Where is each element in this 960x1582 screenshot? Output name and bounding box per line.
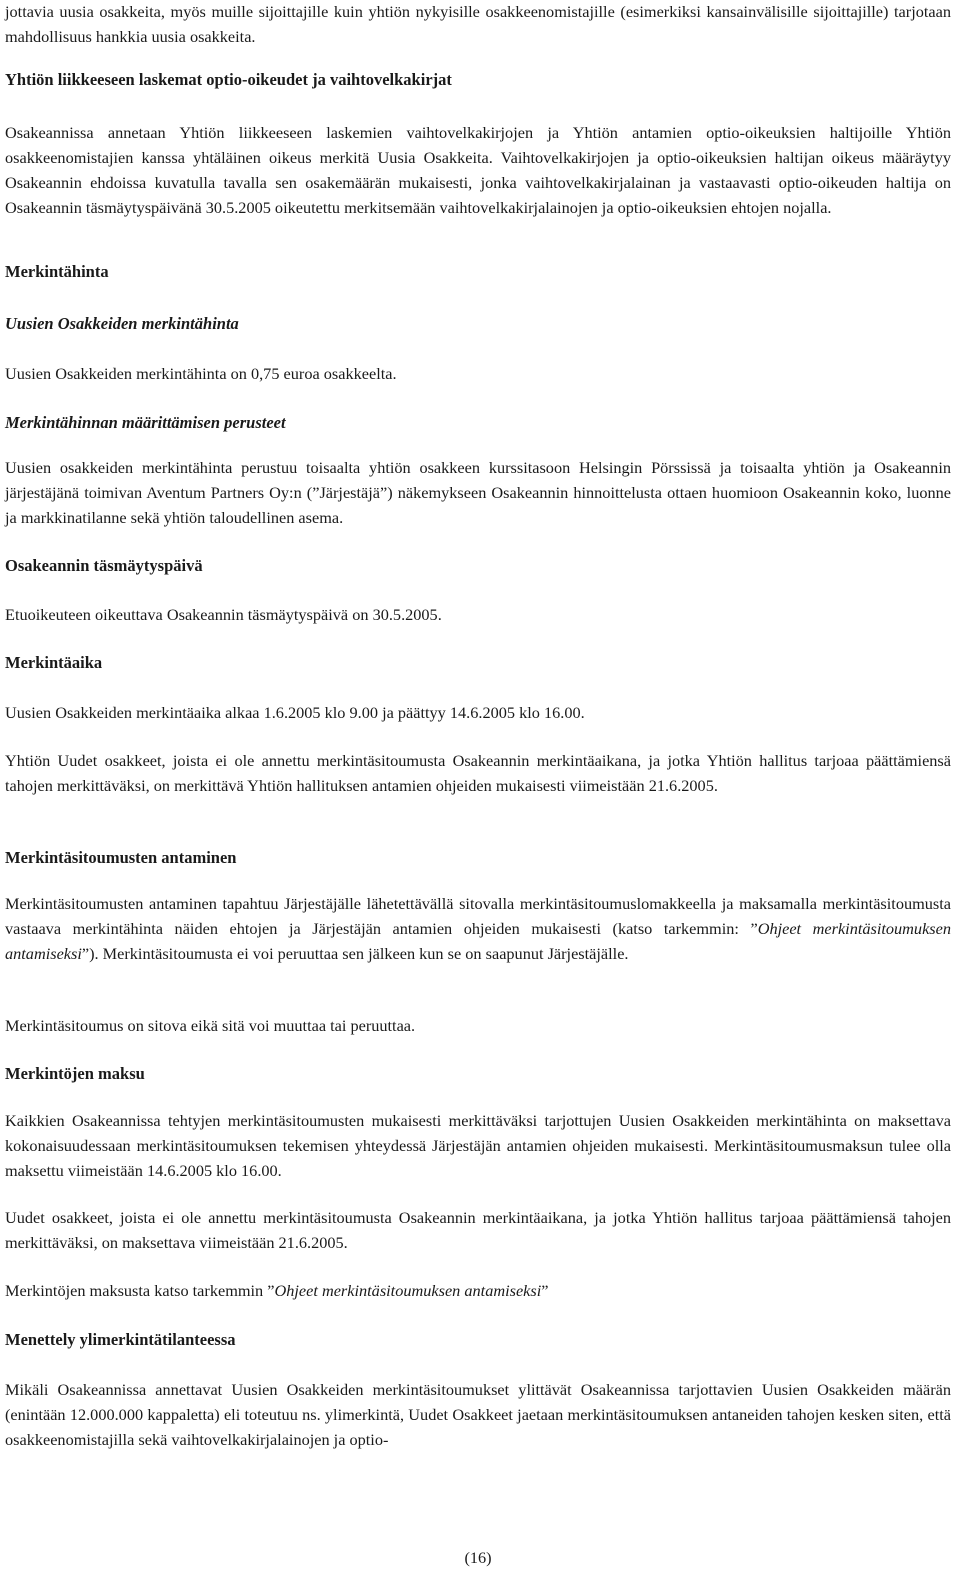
paragraph-payment-unsubscribed: Uudet osakkeet, joista ei ole annettu merkintäsitoumusta Osakeannin merkintäaikana, ja jotka Yhtiön hallitus tarjoaa päättämiensä tahojen merkittäväksi, on maksettava viimeistään 21.6.2005. — [5, 1208, 951, 1252]
paragraph-new-shares-price: Uusien Osakkeiden merkintähinta on 0,75 euroa osakkeelta. — [5, 364, 397, 383]
heading-options-convertibles: Yhtiön liikkeeseen laskemat optio-oikeudet ja vaihtovelkakirjat — [5, 70, 452, 89]
heading-price-basis: Merkintähinnan määrittämisen perusteet — [5, 413, 286, 432]
heading-new-shares-price: Uusien Osakkeiden merkintähinta — [5, 314, 239, 333]
paragraph-subscription-period: Uusien Osakkeiden merkintäaika alkaa 1.6.2005 klo 9.00 ja päättyy 14.6.2005 klo 16.00. — [5, 703, 585, 722]
paragraph-price-basis: Uusien osakkeiden merkintähinta perustuu toisaalta yhtiön osakkeen kurssitasoon Helsingin Pörssissä ja toisaalta yhtiön ja Osakeannin järjestäjänä toimivan Aventum Partners Oy:n (”Järjestäjä”) näkemykseen Osakeannin hinnoittelusta ottaen huomioon Osakeannin koko, luonne ja markkinatilanne sekä yhtiön taloudellinen asema. — [5, 458, 951, 527]
paragraph-payment: Kaikkien Osakeannissa tehtyjen merkintäsitoumusten mukaisesti merkittäväksi tarjottujen Uusien Osakkeiden merkintähinta on maksettava kokonaisuudessaan merkintäsitoumuksen tekemisen yhteydessä Järjestäjän antamien ohjeiden mukaisesti. Merkintäsitoumusmaksun tulee olla maksettu viimeistään 14.6.2005 klo 16.00. — [5, 1111, 951, 1180]
paragraph-options-convertibles: Osakeannissa annetaan Yhtiön liikkeeseen laskemien vaihtovelkakirjojen ja Yhtiön antamien optio-oikeuksien haltijoille Yhtiön osakkeenomistajien kanssa yhtäläinen oikeus merkitä Uusia Osakkeita. Vaihtovelkakirjojen ja optio-oikeuksien haltijan oikeus määräytyy Osakeannin ehdoissa kuvatulla tavalla sen osakemäärän mukaisesti, jonka vaihtovelkakirjalainan ja vastaavasti optio-oikeuden haltija on Osakeannin täsmäytyspäivänä 30.5.2005 oikeutettu merkitsemään vaihtovelkakirjalainojen ja optio-oikeuksien ehtojen nojalla. — [5, 123, 951, 217]
paragraph-record-date: Etuoikeuteen oikeuttava Osakeannin täsmäytyspäivä on 30.5.2005. — [5, 605, 442, 624]
paragraph-payment-instructions: Merkintöjen maksusta katso tarkemmin ”Ohjeet merkintäsitoumuksen antamiseksi” — [5, 1281, 549, 1300]
heading-payment: Merkintöjen maksu — [5, 1064, 145, 1083]
heading-oversubscription: Menettely ylimerkintätilanteessa — [5, 1330, 236, 1349]
heading-commitments: Merkintäsitoumusten antaminen — [5, 848, 237, 867]
page-number: (16) — [464, 1548, 492, 1567]
paragraph-unsubscribed-shares: Yhtiön Uudet osakkeet, joista ei ole annettu merkintäsitoumusta Osakeannin merkintäaikana, ja jotka Yhtiön hallitus tarjoaa päättämiensä tahojen merkittäväksi, on merkittävä Yhtiön hallituksen antamien ohjeiden mukaisesti viimeistään 21.6.2005. — [5, 751, 951, 795]
instructions-reference: Ohjeet merkintäsitoumuksen antamiseksi — [274, 1281, 542, 1300]
instructions-reference: Ohjeet merkintäsitoumuksen antamiseksi — [5, 919, 951, 963]
paragraph-commitment-binding: Merkintäsitoumus on sitova eikä sitä voi muuttaa tai peruuttaa. — [5, 1016, 416, 1035]
heading-subscription-period: Merkintäaika — [5, 653, 103, 672]
paragraph-oversubscription: Mikäli Osakeannissa annettavat Uusien Osakkeiden merkintäsitoumukset ylittävät Osakeannissa tarjottavien Uusien Osakkeiden määrän (enintään 12.000.000 kappaletta) eli toteutuu ns. ylimerkintä, Uudet Osakkeet jaetaan merkintäsitoumuksen antaneiden tahojen kesken siten, että osakkeenomistajilla sekä vaihtovelkakirjalainojen ja optio- — [5, 1380, 951, 1449]
paragraph-intro: jottavia uusia osakkeita, myös muille sijoittajille kuin yhtiön nykyisille osakkeenomistajille (esimerkiksi kansainvälisille sijoittajille) tarjotaan mahdollisuus hankkia uusia osakkeita. — [5, 2, 951, 46]
heading-record-date: Osakeannin täsmäytyspäivä — [5, 556, 203, 575]
heading-subscription-price: Merkintähinta — [5, 262, 109, 281]
paragraph-commitments: Merkintäsitoumusten antaminen tapahtuu Järjestäjälle lähetettävällä sitovalla merkintäsitoumuslomakkeella ja maksamalla merkintäsitoumusta vastaava merkintähinta näiden ehtojen ja Järjestäjän antamien ohjeiden mukaisesti (katso tarkemmin: ”Ohjeet merkintäsitoumuksen antamiseksi”). Merkintäsitoumusta ei voi peruuttaa sen jälkeen kun se on saapunut Järjestäjälle. — [5, 894, 951, 963]
